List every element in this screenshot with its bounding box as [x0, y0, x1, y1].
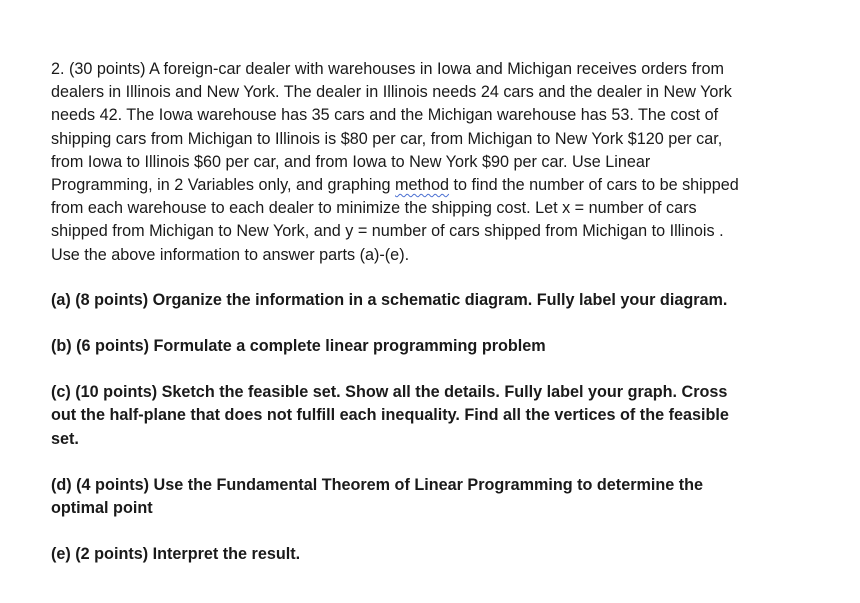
statement-line: 2. (30 points) A foreign-car dealer with warehouses in Iowa and Michigan receives orders from: [51, 60, 725, 78]
part-d-line: (d) (4 points) Use the Fundamental Theorem of Linear Programming to determine the: [51, 475, 704, 494]
statement-line: shipping cars from Michigan to Illinois is $80 per car, from Michigan to New York $120 per car,: [51, 129, 723, 148]
paragraph-spacer: [51, 520, 841, 543]
statement-line: dealers in Illinois and New York. The dealer in Illinois needs 24 cars and the dealer in New York: [51, 83, 732, 102]
part-b-line: (b) (6 points) Formulate a complete linear programming problem: [51, 337, 546, 356]
statement-line: from each warehouse to each dealer to minimize the shipping cost. Let x = number of cars: [51, 199, 697, 218]
paragraph-spacer: [51, 358, 841, 381]
part-a: [51, 289, 841, 312]
part-c: [51, 381, 841, 451]
spellcheck-flagged-word[interactable]: method: [395, 176, 450, 195]
paragraph-spacer: [51, 267, 841, 289]
statement-text: Programming, in 2 Variables only, and graphing: [51, 176, 396, 195]
part-b: [51, 335, 841, 358]
part-e-line: (e) (2 points) Interpret the result.: [51, 545, 301, 564]
paragraph-spacer: [51, 312, 841, 335]
part-d: [51, 474, 841, 520]
part-e: [51, 543, 841, 566]
part-d-line: optimal point: [51, 499, 153, 518]
paragraph-spacer: [51, 451, 841, 474]
part-c-line: set.: [51, 429, 79, 448]
statement-line: shipped from Michigan to New York, and y = number of cars shipped from Michigan to Illinois .: [51, 222, 724, 241]
document-page: [51, 58, 841, 566]
statement-line-with-spellcheck: [51, 174, 841, 197]
statement-line: from Iowa to Illinois $60 per car, and from Iowa to New York $90 per car. Use Linear: [51, 152, 651, 171]
statement-text: to find the number of cars to be shipped: [449, 176, 739, 195]
part-c-line: out the half-plane that does not fulfill each inequality. Find all the vertices of the feasible: [51, 406, 729, 425]
part-c-line: (c) (10 points) Sketch the feasible set. Show all the details. Fully label your graph. Cross: [51, 383, 728, 402]
part-a-line: (a) (8 points) Organize the information in a schematic diagram. Fully label your diagram.: [51, 290, 728, 309]
problem-statement: [51, 58, 841, 267]
statement-line: Use the above information to answer parts (a)-(e).: [51, 245, 410, 264]
statement-line: needs 42. The Iowa warehouse has 35 cars and the Michigan warehouse has 53. The cost of: [51, 106, 719, 125]
